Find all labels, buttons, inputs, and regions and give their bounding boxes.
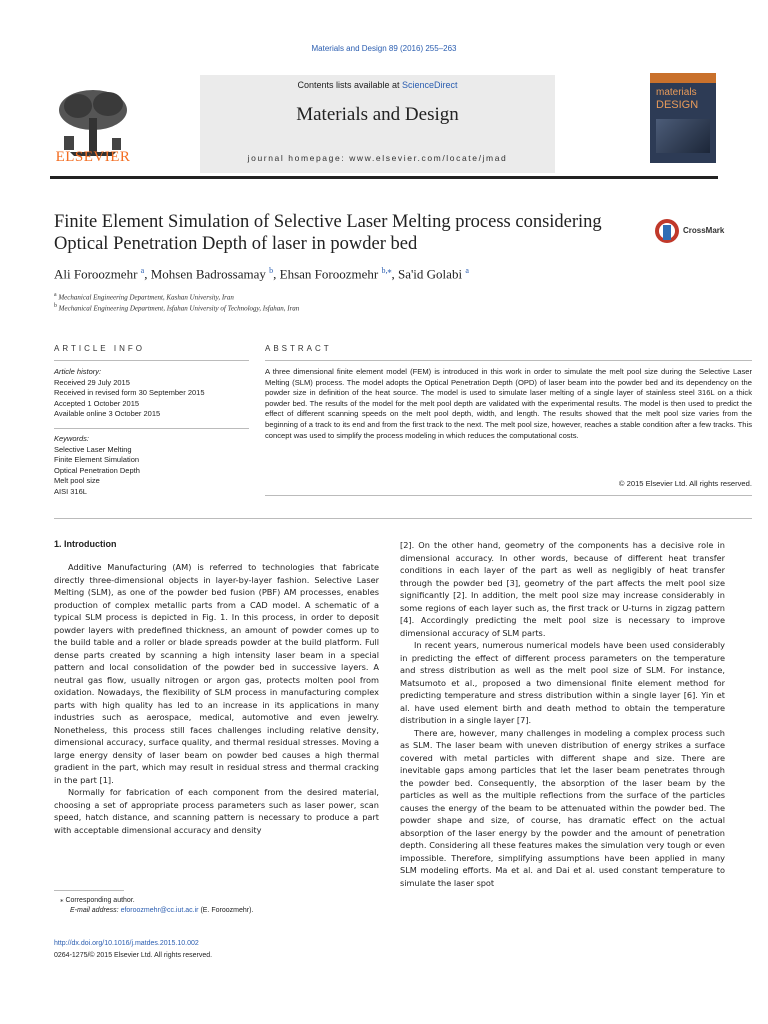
crossmark-button[interactable] <box>653 216 733 246</box>
author-name: , Mohsen Badrossamay <box>144 266 270 282</box>
corresponding-author-note: ⁎ Corresponding author. <box>60 897 135 904</box>
affiliation-a <box>54 292 234 301</box>
history-item: Accepted 1 October 2015 <box>54 398 140 408</box>
email-suffix: (E. Foroozmehr). <box>198 907 254 914</box>
title-line-2: Optical Penetration Depth of laser in powder bed <box>54 234 418 254</box>
affiliation-sup: b <box>54 303 57 309</box>
article-info-rule <box>54 360 249 361</box>
body-column-left <box>54 561 379 836</box>
journal-reference-link[interactable]: Materials and Design 89 (2016) 255–263 <box>311 44 457 53</box>
paragraph: Additive Manufacturing (AM) is referred to technologies that fabricate directly three-dimensional objects in layer-by-layer fashion. Selective Laser Melting (SLM), as one of the powder bed fusion (PBF) AM processes, enables production of complex metallic parts from a CAD model. A schematic of a typical SLM process is depicted in Fig. 1. In this process, in order to deposit powder layers with predefined thickness, an amount of powder comes up to the build table and a roller or blade spreads powder at the build platform. Full dense parts created by scanning a high intensity laser beam in a special pattern and local consolidation of the powder bed in successive layers. A neutral gas flow, usually nitrogen or argon gas, protects molten pool from oxidation. Nowadays, the flexibility of SLM process in manufacturing complex parts with high quality has led to an increase in its applications in many industries such as aerospace, medical, automotive and even jewelry. Nonetheless, this process still faces challenges including relative density, dimensional accuracy, surface quality, and thermal residual stresses. Moving a large energy density of laser beam on powder bed causes a high thermal gradient in the part, which may result in residual stress and thermal cracking in the part [1]. <box>54 562 379 785</box>
abstract-text: A three dimensional finite element model (FEM) is introduced in this work in order to simulate the melt pool size during the Selective Laser Melting (SLM) process. The model adopts the Optical Penetration Depth (OPD) of laser beam into the powder bed and its dependency on the powder size in definition of the heat source. The model is used to simulate laser melting of a single layer of stainless steel 316L on a thick powder bed. The results of the model for the melt pool depth are validated with the experimental results. The model is then used to predict the effect of different scanning speeds on the melt pool depth, width, and length. The results showed that the melt pool size varies from the beginning of a track to its end and from the first track to the next. The melt pool size, however, reaches a stable condition after a few tracks. This concept was used to simplify the process modeling in which reduces the computational costs. <box>265 367 752 440</box>
affiliation-text: Mechanical Engineering Department, Kashan University, Iran <box>58 293 234 302</box>
keywords-label: Keywords: <box>54 434 90 443</box>
abstract-top-rule <box>265 360 752 361</box>
keyword-item: AISI 316L <box>54 486 87 496</box>
article-history <box>54 367 254 420</box>
cover-word-materials: materials <box>656 87 697 98</box>
issn-copyright: 0264-1275/© 2015 Elsevier Ltd. All rights reserved. <box>54 952 213 959</box>
author-affiliation-sup[interactable]: a <box>465 266 469 275</box>
cover-word-design: DESIGN <box>656 99 699 111</box>
article-title <box>54 211 644 255</box>
abstract-bottom-rule <box>265 495 752 496</box>
paragraph: There are, however, many challenges in modeling a complex process such as SLM. The laser beam with uneven distribution of energy strikes a surface covered with metal particles with different shape and size. There are inevitable gaps among particles that let the laser beam penetrates through the powder bed. Consequently, the absorption of the laser beam by the particles as well as the multiple reflections from the surface of the particles causes the energy of the beam to be attenuated within the powder bed. The powder shape and size, of course, has dramatic effect on the actual absorption of the laser energy by the powder and the amount of penetration depth. Considering all these features makes the simulation very tough or even impossible. Therefore, simplifying assumptions have been applied in many SLM modeling efforts. Ma et al. and Dai et al. used constant temperature to simulate the laser spot <box>400 727 725 888</box>
paragraph: In recent years, numerous numerical models have been used considerably in predicting the effect of different process parameters on the temperature and stress distribution as well as the melt pool size of SLM. For instance, Matsumoto et al., proposed a two dimensional finite element method for predicting temperature and stress distribution within a single layer [6]. Yin et al. have used element birth and death method to obtain the temperature distribution in a single layer [7]. <box>400 640 725 725</box>
keyword-item: Selective Laser Melting <box>54 444 132 454</box>
author-name: , Sa'id Golabi <box>391 266 466 282</box>
author-affiliation-sup[interactable]: b,⁎ <box>381 266 392 275</box>
affiliation-sup: a <box>54 292 57 298</box>
author-email-link[interactable]: eforoozmehr@cc.iut.ac.ir <box>120 907 199 914</box>
keywords <box>54 434 254 497</box>
crossmark-icon <box>653 216 681 246</box>
body-column-right <box>400 539 725 889</box>
abstract-heading: ABSTRACT <box>265 344 332 353</box>
author-name: Ali Foroozmehr <box>54 266 141 282</box>
author-affiliation-sup[interactable]: a <box>140 266 145 275</box>
paragraph: Normally for fabrication of each component from the desired material, choosing a set of appropriate process parameters such as laser power, scan speed, hatch distance, and scanning pattern is necessary to produce a part with acceptable dimensional accuracy and density <box>54 787 379 835</box>
contents-prefix: Contents lists available at <box>297 80 403 90</box>
history-item: Received 29 July 2015 <box>54 377 130 387</box>
keyword-item: Melt pool size <box>54 476 100 485</box>
keyword-item: Finite Element Simulation <box>54 455 140 464</box>
history-label: Article history: <box>54 367 102 376</box>
section-heading-introduction: 1. Introduction <box>54 539 117 549</box>
author-affiliation-sup[interactable]: b <box>269 266 274 275</box>
abstract-copyright: © 2015 Elsevier Ltd. All rights reserved. <box>618 479 752 488</box>
journal-homepage[interactable]: journal homepage: www.elsevier.com/locate/jmad <box>247 153 508 163</box>
section-separator-rule <box>54 518 752 519</box>
paragraph: [2]. On the other hand, geometry of the components has a decisive role in dimensional accuracy. In other words, because of different heat transfer conditions in each layer of the part as well as negligibly of heat transfer through the powder bed [3], geometry of the part affects the melt pool size significantly [2]. In addition, the melt pool size may increase considerably in some regions of each layer such as, the first track or U-turns in zigzag pattern [4]. Accordingly predicting the melt pool size is necessary to improve dimensional accuracy of SLM parts. <box>400 540 725 638</box>
crossmark-label: CrossMark <box>683 226 725 235</box>
contents-line <box>200 80 555 90</box>
keywords-rule <box>54 428 249 429</box>
author-list <box>54 266 469 282</box>
email-label: E-mail address: <box>70 907 121 914</box>
affiliation-text: Mechanical Engineering Department, Isfahan University of Technology, Isfahan, Iran <box>58 304 300 313</box>
history-item: Available online 3 October 2015 <box>54 409 161 418</box>
title-line-1: Finite Element Simulation of Selective Laser Melting process considering <box>54 212 602 232</box>
journal-cover-image <box>650 73 716 163</box>
keyword-item: Optical Penetration Depth <box>54 465 140 475</box>
footnote-rule <box>54 890 124 891</box>
history-item: Received in revised form 30 September 2015 <box>54 388 205 397</box>
article-info-heading: ARTICLE INFO <box>54 344 145 353</box>
affiliation-b <box>54 303 299 312</box>
sciencedirect-link[interactable]: ScienceDirect <box>402 80 458 90</box>
header-rule <box>50 176 718 179</box>
email-note <box>70 907 253 914</box>
doi-link[interactable]: http://dx.doi.org/10.1016/j.matdes.2015.10.002 <box>54 940 199 947</box>
journal-title: Materials and Design <box>296 104 459 125</box>
elsevier-wordmark: ELSEVIER <box>55 149 131 165</box>
author-name: , Ehsan Foroozmehr <box>273 266 382 282</box>
